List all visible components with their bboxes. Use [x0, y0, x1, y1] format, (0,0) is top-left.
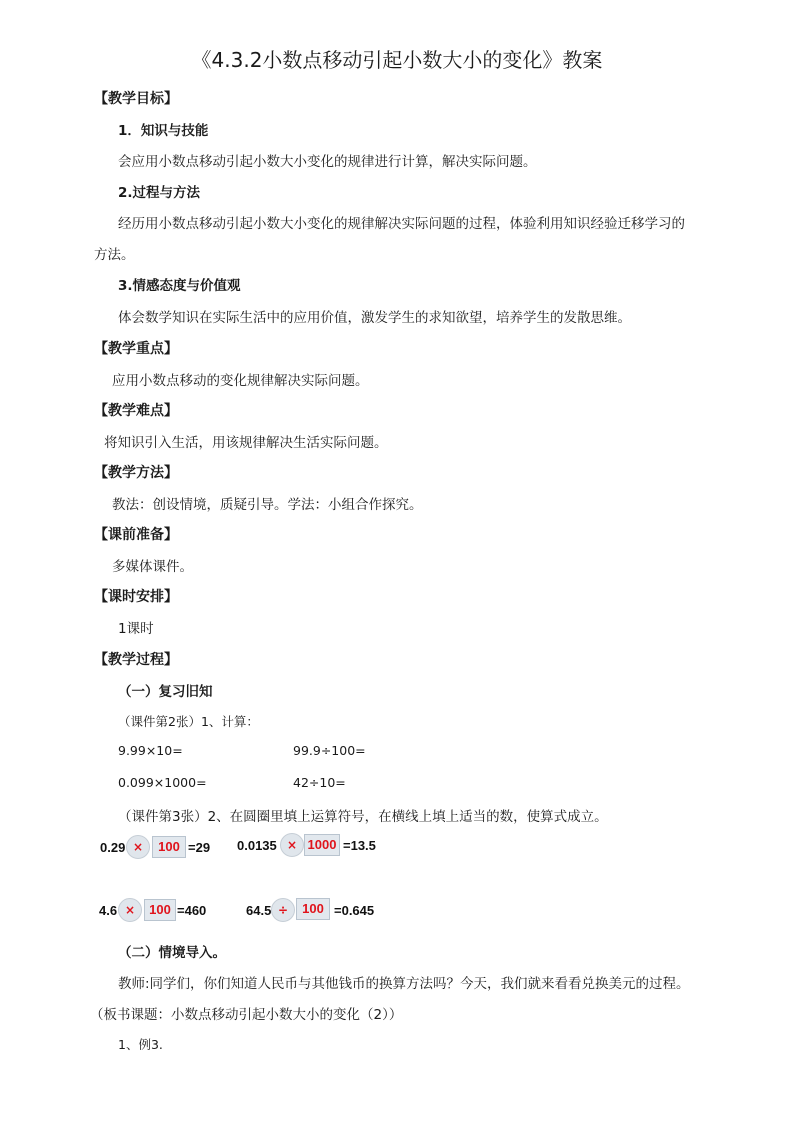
schedule-heading: 【课时安排】: [94, 589, 178, 605]
teacher-text: 教师:同学们，你们知道人民币与其他钱币的换算方法吗？今天，我们就来看看兑换美元的过程。: [118, 976, 690, 992]
attitude-text: 体会数学知识在实际生活中的应用价值，激发学生的求知欲望，培养学生的发散思维。: [118, 310, 631, 326]
key-text: 应用小数点移动的变化规律解决实际问题。: [112, 373, 369, 389]
equation-4-right: =0.645: [334, 903, 375, 918]
review-intro: （课件第2张）1、计算：: [118, 714, 259, 729]
process-text-line1: 经历用小数点移动引起小数大小变化的规律解决实际问题的过程，体验利用知识经验迁移学习的: [118, 216, 685, 232]
situation-heading: （二）情境导入。: [118, 945, 226, 961]
equation-3-right: =460: [177, 903, 207, 918]
equation-4-left: 64.5: [246, 903, 272, 918]
equation-1-right: =29: [188, 840, 211, 855]
prep-heading: 【课前准备】: [94, 527, 178, 543]
attitude-heading: 3.情感态度与价值观: [118, 278, 241, 294]
equation-4-number: 100: [296, 898, 330, 920]
equation-3-number: 100: [144, 899, 176, 921]
fill-intro: （课件第3张）2、在圆圈里填上运算符号，在横线上填上适当的数，使算式成立。: [118, 809, 608, 825]
calc-item-2: 99.9÷100=: [293, 743, 366, 758]
method-text: 教法：创设情境，质疑引导。学法：小组合作探究。: [112, 497, 423, 513]
equation-2-right: =13.5: [343, 838, 376, 853]
board-text: （板书课题：小数点移动引起小数大小的变化（2））: [90, 1007, 403, 1023]
difficulty-text: 将知识引入生活，用该规律解决生活实际问题。: [104, 435, 388, 451]
process-main-heading: 【教学过程】: [94, 652, 178, 668]
equation-1-operator: ×: [126, 835, 150, 859]
equation-3-operator: ×: [118, 898, 142, 922]
process-heading: 2.过程与方法: [118, 185, 201, 201]
equation-1-left: 0.29: [100, 840, 126, 855]
review-heading: （一）复习旧知: [118, 684, 213, 700]
calc-item-3: 0.099×1000=: [118, 775, 207, 790]
equation-2-left: 0.0135: [237, 838, 277, 853]
calc-item-4: 42÷10=: [293, 775, 346, 790]
schedule-text: 1课时: [118, 621, 154, 637]
document-title: 《4.3.2小数点移动引起小数大小的变化》教案: [191, 48, 603, 72]
calc-item-1: 9.99×10=: [118, 743, 183, 758]
equation-4-operator: ÷: [271, 898, 295, 922]
prep-text: 多媒体课件。: [112, 559, 193, 575]
knowledge-heading: 1．知识与技能: [118, 123, 209, 139]
example-text: 1、例3.: [118, 1037, 163, 1052]
method-heading: 【教学方法】: [94, 465, 178, 481]
equation-1-number: 100: [152, 836, 186, 858]
difficulty-heading: 【教学难点】: [94, 403, 178, 419]
goals-heading: 【教学目标】: [94, 91, 178, 107]
equation-2-operator: ×: [280, 833, 304, 857]
key-heading: 【教学重点】: [94, 341, 178, 357]
process-text-line2: 方法。: [94, 247, 135, 263]
knowledge-text: 会应用小数点移动引起小数大小变化的规律进行计算，解决实际问题。: [118, 154, 537, 170]
equation-2-number: 1000: [304, 834, 340, 856]
equation-3-left: 4.6: [99, 903, 118, 918]
